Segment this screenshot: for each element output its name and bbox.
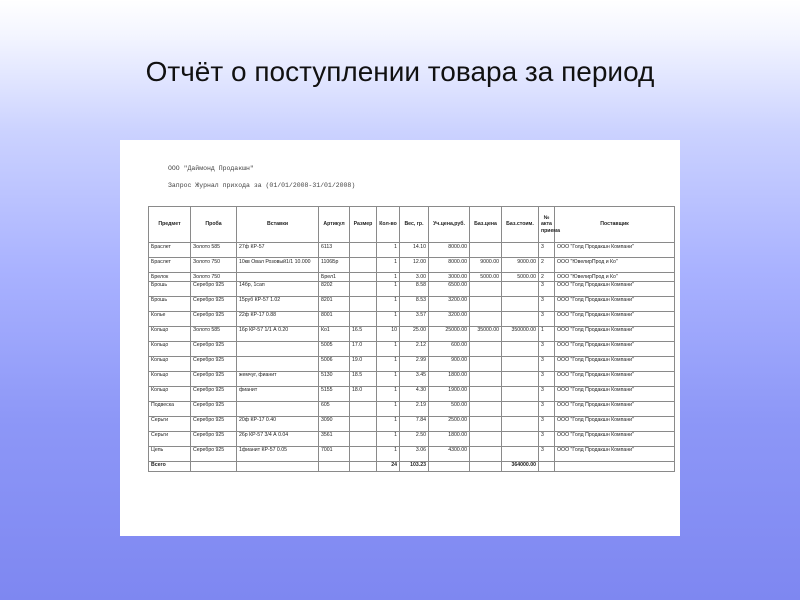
table-cell: 900.00 [429, 356, 470, 371]
table-cell: Серебро 925 [191, 281, 237, 296]
column-header: Предмет [149, 207, 191, 243]
table-cell [350, 243, 377, 258]
table-cell: ООО "Голд Продакшн Компани" [555, 296, 675, 311]
table-cell [237, 401, 319, 416]
table-cell: 1 [377, 296, 400, 311]
table-cell: Брелок [149, 273, 191, 282]
total-label: Всего [149, 461, 191, 471]
table-cell: 12.00 [400, 258, 429, 273]
table-cell: 8201 [319, 296, 350, 311]
table-cell: Серебро 925 [191, 416, 237, 431]
table-row [149, 311, 675, 326]
column-header: Баз.цена [470, 207, 502, 243]
table-cell: 1 [377, 356, 400, 371]
table-cell: Подвеска [149, 401, 191, 416]
table-cell [470, 446, 502, 461]
table-cell [350, 311, 377, 326]
table-cell [470, 341, 502, 356]
table-cell: 8000.00 [429, 258, 470, 273]
table-cell: Браслет [149, 258, 191, 273]
table-cell: 18.0 [350, 386, 377, 401]
table-cell [470, 243, 502, 258]
table-cell: Серьги [149, 431, 191, 446]
table-cell: 2.50 [400, 431, 429, 446]
report-document [120, 140, 680, 536]
table-cell: ООО "Голд Продакшн Компани" [555, 243, 675, 258]
query-title: Запрос Журнал прихода за (01/01/2008-31/01/2008) [168, 182, 356, 189]
table-cell: Кольцо [149, 326, 191, 341]
table-cell [470, 296, 502, 311]
table-cell: 1 [377, 431, 400, 446]
table-cell [350, 296, 377, 311]
table-cell: 5006 [319, 356, 350, 371]
table-cell: 5005 [319, 341, 350, 356]
table-cell: 1фианит КР-57 0.05 [237, 446, 319, 461]
table-cell: ООО "ЮвелирПрод и Ко" [555, 258, 675, 273]
table-cell: ООО "Голд Продакшн Компани" [555, 446, 675, 461]
table-cell [502, 371, 539, 386]
table-cell: 1 [377, 341, 400, 356]
table-row [149, 273, 675, 282]
table-cell: 10 [377, 326, 400, 341]
table-row [149, 341, 675, 356]
column-header: № акта приема [539, 207, 555, 243]
table-row [149, 431, 675, 446]
table-row [149, 356, 675, 371]
table-cell: Кольцо [149, 371, 191, 386]
table-cell: 500.00 [429, 401, 470, 416]
table-cell: ООО "Голд Продакшн Компани" [555, 431, 675, 446]
table-cell: 3 [539, 311, 555, 326]
receipt-table [148, 206, 675, 472]
column-header: Кол-во [377, 207, 400, 243]
total-base-cost: 364000.00 [502, 461, 539, 471]
table-cell [470, 311, 502, 326]
table-cell: 25.00 [400, 326, 429, 341]
table-cell: 3 [539, 341, 555, 356]
table-cell: 3 [539, 243, 555, 258]
table-cell: 6500.00 [429, 281, 470, 296]
table-cell [470, 356, 502, 371]
table-cell: 5155 [319, 386, 350, 401]
column-header: Вставки [237, 207, 319, 243]
table-cell: 3 [539, 446, 555, 461]
table-cell: 8000.00 [429, 243, 470, 258]
table-cell: ООО "Голд Продакшн Компани" [555, 371, 675, 386]
table-cell: Золото 585 [191, 326, 237, 341]
table-cell: ООО "Голд Продакшн Компани" [555, 281, 675, 296]
table-cell: 3 [539, 386, 555, 401]
table-cell: 350000.00 [502, 326, 539, 341]
table-cell: Серебро 925 [191, 356, 237, 371]
table-cell: 7.84 [400, 416, 429, 431]
table-total-row [149, 461, 675, 471]
table-cell: ООО "Голд Продакшн Компани" [555, 401, 675, 416]
table-cell: Брел1 [319, 273, 350, 282]
table-cell: Брошь [149, 296, 191, 311]
table-cell: 2 [539, 258, 555, 273]
table-cell: 3 [539, 416, 555, 431]
total-weight: 103.23 [400, 461, 429, 471]
table-cell [237, 341, 319, 356]
table-cell: 4.30 [400, 386, 429, 401]
table-cell: 1 [377, 258, 400, 273]
table-cell: 3 [539, 296, 555, 311]
table-cell: 1 [377, 401, 400, 416]
column-header: Баз.стоим. [502, 207, 539, 243]
table-cell: 3200.00 [429, 311, 470, 326]
table-cell [502, 431, 539, 446]
table-cell [502, 356, 539, 371]
table-cell: 3 [539, 356, 555, 371]
table-cell: 3.06 [400, 446, 429, 461]
table-cell: ООО "Голд Продакшн Компани" [555, 326, 675, 341]
table-cell: 605 [319, 401, 350, 416]
table-row [149, 386, 675, 401]
table-row [149, 296, 675, 311]
table-cell: ООО "Голд Продакшн Компани" [555, 311, 675, 326]
table-cell: Серебро 925 [191, 296, 237, 311]
table-cell: 3.57 [400, 311, 429, 326]
table-cell: 5000.00 [502, 273, 539, 282]
table-row [149, 281, 675, 296]
table-cell: 2.19 [400, 401, 429, 416]
table-cell: 8202 [319, 281, 350, 296]
table-cell: ООО "Голд Продакшн Компани" [555, 386, 675, 401]
table-cell: 2 [539, 273, 555, 282]
table-cell: 16.5 [350, 326, 377, 341]
table-cell [502, 401, 539, 416]
table-cell: 3 [539, 401, 555, 416]
table-cell: Серьги [149, 416, 191, 431]
table-cell: ООО "Голд Продакшн Компани" [555, 416, 675, 431]
table-cell [502, 296, 539, 311]
table-cell: 1800.00 [429, 431, 470, 446]
table-cell: 20ф КР-17 0.40 [237, 416, 319, 431]
table-cell: 1800.00 [429, 371, 470, 386]
table-cell: 5130 [319, 371, 350, 386]
table-row [149, 371, 675, 386]
table-cell: 3000.00 [429, 273, 470, 282]
table-cell: 3200.00 [429, 296, 470, 311]
table-cell: Кольцо [149, 386, 191, 401]
table-cell [502, 386, 539, 401]
table-cell: Золото 750 [191, 258, 237, 273]
table-cell: Серебро 925 [191, 446, 237, 461]
table-cell: 3 [539, 281, 555, 296]
table-cell [350, 446, 377, 461]
table-row [149, 243, 675, 258]
table-cell: 1 [377, 416, 400, 431]
table-cell: Брошь [149, 281, 191, 296]
table-cell: 6113 [319, 243, 350, 258]
total-quantity: 24 [377, 461, 400, 471]
table-cell: Серебро 925 [191, 431, 237, 446]
table-cell: 5000.00 [470, 273, 502, 282]
table-cell [350, 281, 377, 296]
table-cell: 600.00 [429, 341, 470, 356]
table-cell [350, 401, 377, 416]
table-cell: Серебро 925 [191, 401, 237, 416]
table-cell [502, 416, 539, 431]
table-cell: Серебро 925 [191, 371, 237, 386]
table-cell: 27ф КР-57 [237, 243, 319, 258]
table-cell: 16р КР-57 1/1 А 0.20 [237, 326, 319, 341]
column-header: Размер [350, 207, 377, 243]
table-cell: 15руб КР-57 1.02 [237, 296, 319, 311]
table-cell: 4300.00 [429, 446, 470, 461]
table-cell [502, 341, 539, 356]
table-cell [502, 311, 539, 326]
column-header: Артикул [319, 207, 350, 243]
table-cell: 35000.00 [470, 326, 502, 341]
table-cell: 1 [539, 326, 555, 341]
table-cell: ООО "ЮвелирПрод и Ко" [555, 273, 675, 282]
table-cell: 2.12 [400, 341, 429, 356]
table-header-row [149, 207, 675, 243]
table-cell: 10кв Овал Розовый1/1 10.000 [237, 258, 319, 273]
table-cell: Золото 750 [191, 273, 237, 282]
column-header: Уч.цена,руб. [429, 207, 470, 243]
table-cell [502, 281, 539, 296]
table-cell [350, 431, 377, 446]
table-cell: жемчуг, фианит [237, 371, 319, 386]
table-cell: 8001 [319, 311, 350, 326]
table-cell: 1900.00 [429, 386, 470, 401]
table-cell: 9000.00 [470, 258, 502, 273]
table-cell: 22ф КР-17 0.88 [237, 311, 319, 326]
table-cell: 1106Бр [319, 258, 350, 273]
table-cell: 1 [377, 386, 400, 401]
table-cell [502, 243, 539, 258]
table-row [149, 326, 675, 341]
table-cell [470, 416, 502, 431]
table-cell: 18.5 [350, 371, 377, 386]
table-cell: 14.10 [400, 243, 429, 258]
table-cell [470, 371, 502, 386]
table-cell: ООО "Голд Продакшн Компани" [555, 356, 675, 371]
table-row [149, 446, 675, 461]
table-cell [470, 281, 502, 296]
table-cell: Ко1 [319, 326, 350, 341]
table-cell [350, 416, 377, 431]
table-cell: ООО "Голд Продакшн Компани" [555, 341, 675, 356]
table-cell: Серебро 925 [191, 386, 237, 401]
table-cell: 8.58 [400, 281, 429, 296]
table-cell: фианит [237, 386, 319, 401]
table-cell: Кольцо [149, 356, 191, 371]
slide-title: Отчёт о поступлении товара за период [145, 56, 655, 87]
column-header: Вес, гр. [400, 207, 429, 243]
table-cell: 3 [539, 371, 555, 386]
table-cell: Цепь [149, 446, 191, 461]
table-cell: Колье [149, 311, 191, 326]
table-cell: 19.0 [350, 356, 377, 371]
table-cell: 3090 [319, 416, 350, 431]
column-header: Проба [191, 207, 237, 243]
company-name: ООО "Даймонд Продакшн" [168, 165, 254, 172]
table-cell: 17.0 [350, 341, 377, 356]
table-cell: 2.99 [400, 356, 429, 371]
table-cell [470, 401, 502, 416]
table-cell: 1 [377, 243, 400, 258]
table-cell [502, 446, 539, 461]
table-row [149, 258, 675, 273]
table-cell: Браслет [149, 243, 191, 258]
table-cell [470, 431, 502, 446]
table-cell: 8.53 [400, 296, 429, 311]
table-cell: 1 [377, 281, 400, 296]
table-cell [470, 386, 502, 401]
table-cell: 9000.00 [502, 258, 539, 273]
table-cell [350, 258, 377, 273]
table-cell: Золото 585 [191, 243, 237, 258]
table-cell [237, 356, 319, 371]
table-row [149, 416, 675, 431]
table-cell: 25000.00 [429, 326, 470, 341]
table-cell [350, 273, 377, 282]
table-cell: 1 [377, 446, 400, 461]
table-cell: 26р КР-57 3/4 А 0.04 [237, 431, 319, 446]
column-header: Поставщик [555, 207, 675, 243]
table-cell: 1 [377, 273, 400, 282]
table-cell: 1 [377, 371, 400, 386]
table-cell: 3.45 [400, 371, 429, 386]
table-cell: Серебро 925 [191, 341, 237, 356]
table-row [149, 401, 675, 416]
table-cell: 1 [377, 311, 400, 326]
table-cell: 3.00 [400, 273, 429, 282]
table-cell: 14бр, 1сап [237, 281, 319, 296]
table-cell: Серебро 925 [191, 311, 237, 326]
table-cell: Кольцо [149, 341, 191, 356]
table-cell: 2500.00 [429, 416, 470, 431]
table-cell [237, 273, 319, 282]
table-cell: 7001 [319, 446, 350, 461]
table-cell: 3 [539, 431, 555, 446]
table-cell: 3561 [319, 431, 350, 446]
